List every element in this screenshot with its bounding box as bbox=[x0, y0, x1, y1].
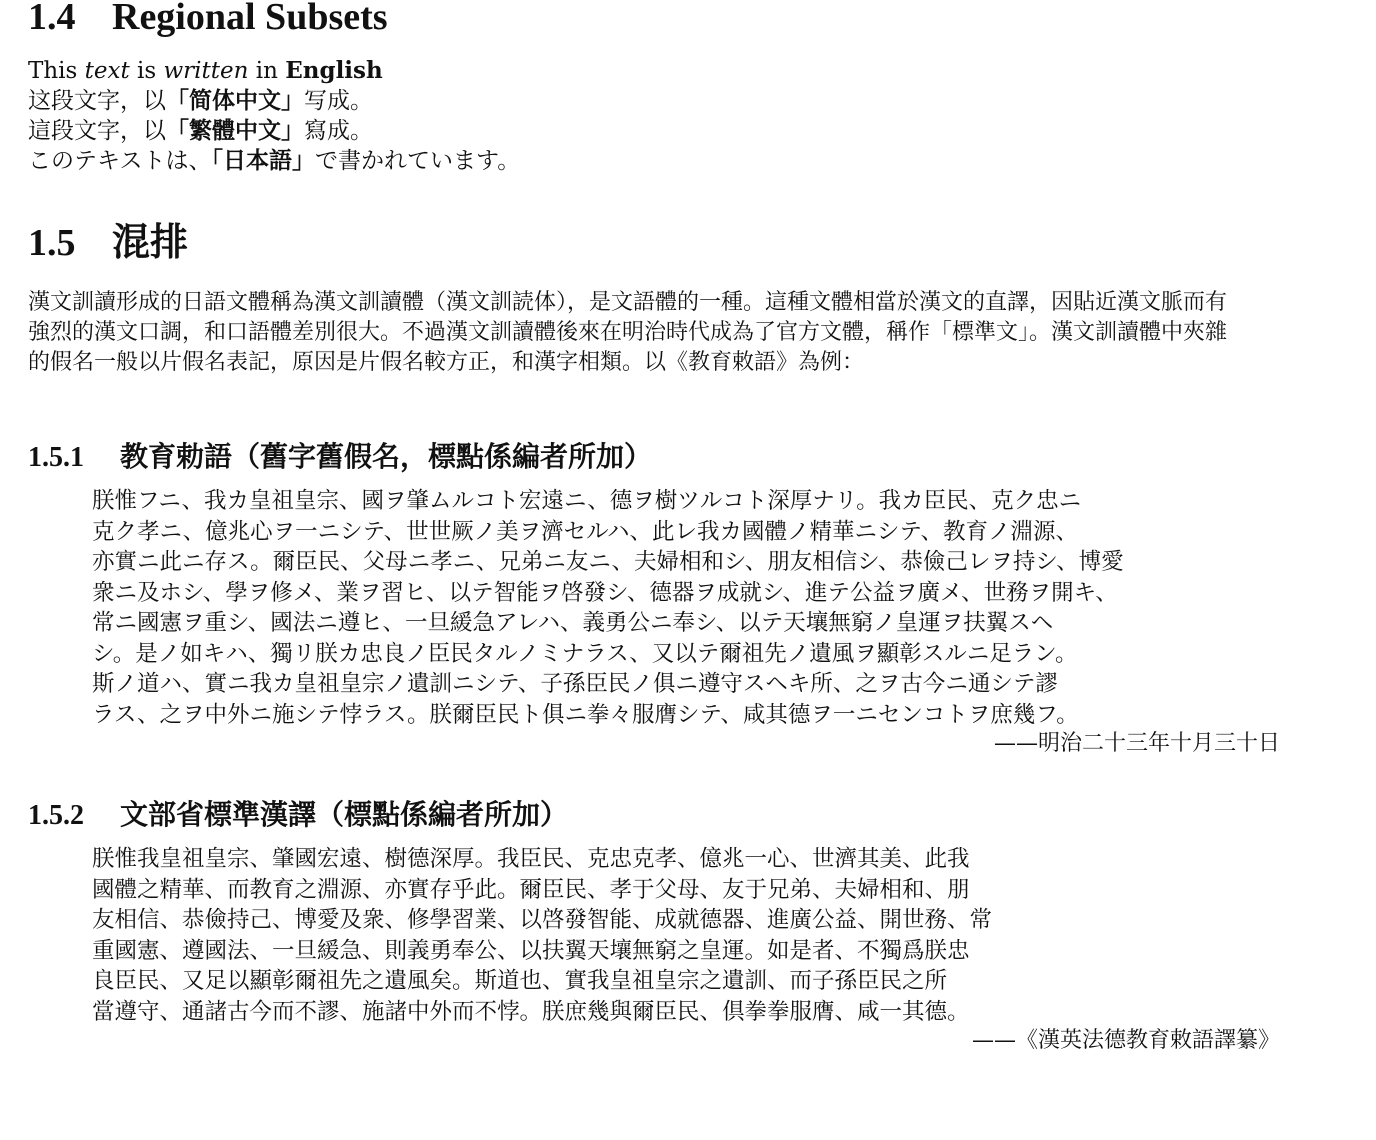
english-text: is bbox=[129, 58, 164, 84]
subsection-heading-imperial-rescript bbox=[28, 440, 1348, 476]
japanese-text: このテキストは、 bbox=[28, 148, 212, 174]
section-number: 1.4 bbox=[28, 0, 76, 38]
simplified-text: 写成。 bbox=[304, 88, 373, 114]
text-line: シ。是ノ如キハ、獨リ朕カ忠良ノ臣民タルノミナラス、又以テ爾祖先ノ遺風ヲ顯彰スルニ足ラン。 bbox=[92, 640, 1078, 667]
english-italic-written: written bbox=[163, 58, 249, 84]
subsection-heading-standard-translation bbox=[28, 798, 1348, 834]
section-number: 1.5 bbox=[28, 222, 76, 264]
traditional-bold-text: 「繁體中文」 bbox=[166, 118, 304, 144]
text-line: 朕惟フニ、我カ皇祖皇宗、國ヲ肇ムルコト宏遠ニ、德ヲ樹ツルコト深厚ナリ。我カ臣民、克ク忠ニ bbox=[92, 488, 1082, 514]
text-line: 亦實ニ此ニ存ス。爾臣民、父母ニ孝ニ、兄弟ニ友ニ、夫婦相和シ、朋友相信シ、恭儉己レヲ持シ、博愛 bbox=[92, 549, 1124, 575]
text-line: 斯ノ道ハ、實ニ我カ皇祖皇宗ノ遺訓ニシテ、子孫臣民ノ俱ニ遵守スヘキ所、之ヲ古今ニ通シテ謬 bbox=[92, 671, 1058, 697]
language-sample-lines bbox=[28, 56, 1348, 176]
subsection-title: 文部省標準漢譯（標點係編者所加） bbox=[120, 800, 569, 831]
simplified-bold-text: 「简体中文」 bbox=[166, 88, 304, 114]
text-line: 常ニ國憲ヲ重シ、國法ニ遵ヒ、一旦緩急アレハ、義勇公ニ奉シ、以テ天壤無窮ノ皇運ヲ扶翼スヘ bbox=[92, 610, 1054, 636]
traditional-chinese-line bbox=[28, 116, 1348, 146]
text-line: 國體之精華、而教育之淵源、亦實存乎此。爾臣民、孝于父母、友于兄弟、夫婦相和、朋 bbox=[92, 876, 970, 903]
rescript-chinese-translation bbox=[92, 844, 1172, 1027]
english-italic-text: text bbox=[84, 58, 130, 84]
simplified-text: 这段文字，以 bbox=[28, 88, 166, 114]
simplified-chinese-line bbox=[28, 86, 1348, 116]
section-heading-mixed-typesetting bbox=[28, 220, 1348, 266]
traditional-text: 這段文字，以 bbox=[28, 118, 166, 144]
text-line: 克ク孝ニ、億兆心ヲ一ニシテ、世世厥ノ美ヲ濟セルハ、此レ我カ國體ノ精華ニシテ、教育ノ淵源、 bbox=[92, 518, 1078, 545]
document-page bbox=[28, 0, 1348, 1055]
text-line: 友相信、恭儉持己、博愛及衆、修學習業、以啓發智能、成就德器、進廣公益、開世務、常 bbox=[92, 907, 993, 933]
intro-paragraph: 漢文訓讀形成的日語文體稱為漢文訓讀體（漢文訓読体），是文語體的一種。這種文體相當於漢文的直譯，因貼近漢文脈而有強烈的漢文口調，和口語體差別很大。不過漢文訓讀體後來在明治時代成為了官方文體，稱作「標準文」。漢文訓讀體中夾雜的假名一般以片假名表記，原因是片假名較方正，和漢字相類。以《教育敕語》為例： bbox=[28, 290, 1228, 375]
english-line bbox=[28, 56, 1348, 86]
english-bold-word: English bbox=[285, 57, 383, 84]
translation-attribution: ——《漢英法德教育敕語譯纂》 bbox=[971, 1028, 1280, 1053]
traditional-text: 寫成。 bbox=[304, 118, 373, 144]
subsection-title: 教育勅語（舊字舊假名，標點係編者所加） bbox=[120, 442, 653, 473]
english-text: in bbox=[248, 58, 286, 84]
rescript-attribution: ——明治二十三年十月三十日 bbox=[993, 731, 1280, 756]
text-line: 衆ニ及ホシ、學ヲ修メ、業ヲ習ヒ、以テ智能ヲ啓發シ、德器ヲ成就シ、進テ公益ヲ廣メ、世務ヲ開キ、 bbox=[92, 579, 1118, 606]
rescript-japanese-text bbox=[92, 486, 1172, 730]
section-heading-regional-subsets bbox=[28, 0, 1348, 40]
subsection-number: 1.5.2 bbox=[28, 800, 84, 831]
text-line: ラス、之ヲ中外ニ施シテ悖ラス。朕爾臣民ト俱ニ拳々服膺シテ、咸其德ヲ一ニセンコトヲ庶幾フ。 bbox=[92, 701, 1079, 728]
japanese-text: で書かれています。 bbox=[315, 148, 521, 174]
text-line: 重國憲、遵國法、一旦緩急、則義勇奉公、以扶翼天壤無窮之皇運。如是者、不獨爲朕忠 bbox=[92, 937, 970, 964]
japanese-line bbox=[28, 146, 1348, 176]
subsection-number: 1.5.1 bbox=[28, 442, 84, 473]
section-title: 混排 bbox=[112, 222, 189, 264]
english-text: This bbox=[28, 58, 85, 84]
text-line: 朕惟我皇祖皇宗、肇國宏遠、樹德深厚。我臣民、克忠克孝、億兆一心、世濟其美、此我 bbox=[92, 846, 970, 872]
section-title: Regional Subsets bbox=[112, 0, 388, 38]
text-line: 當遵守、通諸古今而不謬、施諸中外而不悖。朕庶幾與爾臣民、倶拳拳服膺、咸一其德。 bbox=[92, 998, 970, 1025]
japanese-bold-text: 「日本語」 bbox=[211, 148, 316, 174]
text-line: 良臣民、又足以顯彰爾祖先之遺風矣。斯道也、實我皇祖皇宗之遺訓、而子孫臣民之所 bbox=[92, 968, 948, 994]
